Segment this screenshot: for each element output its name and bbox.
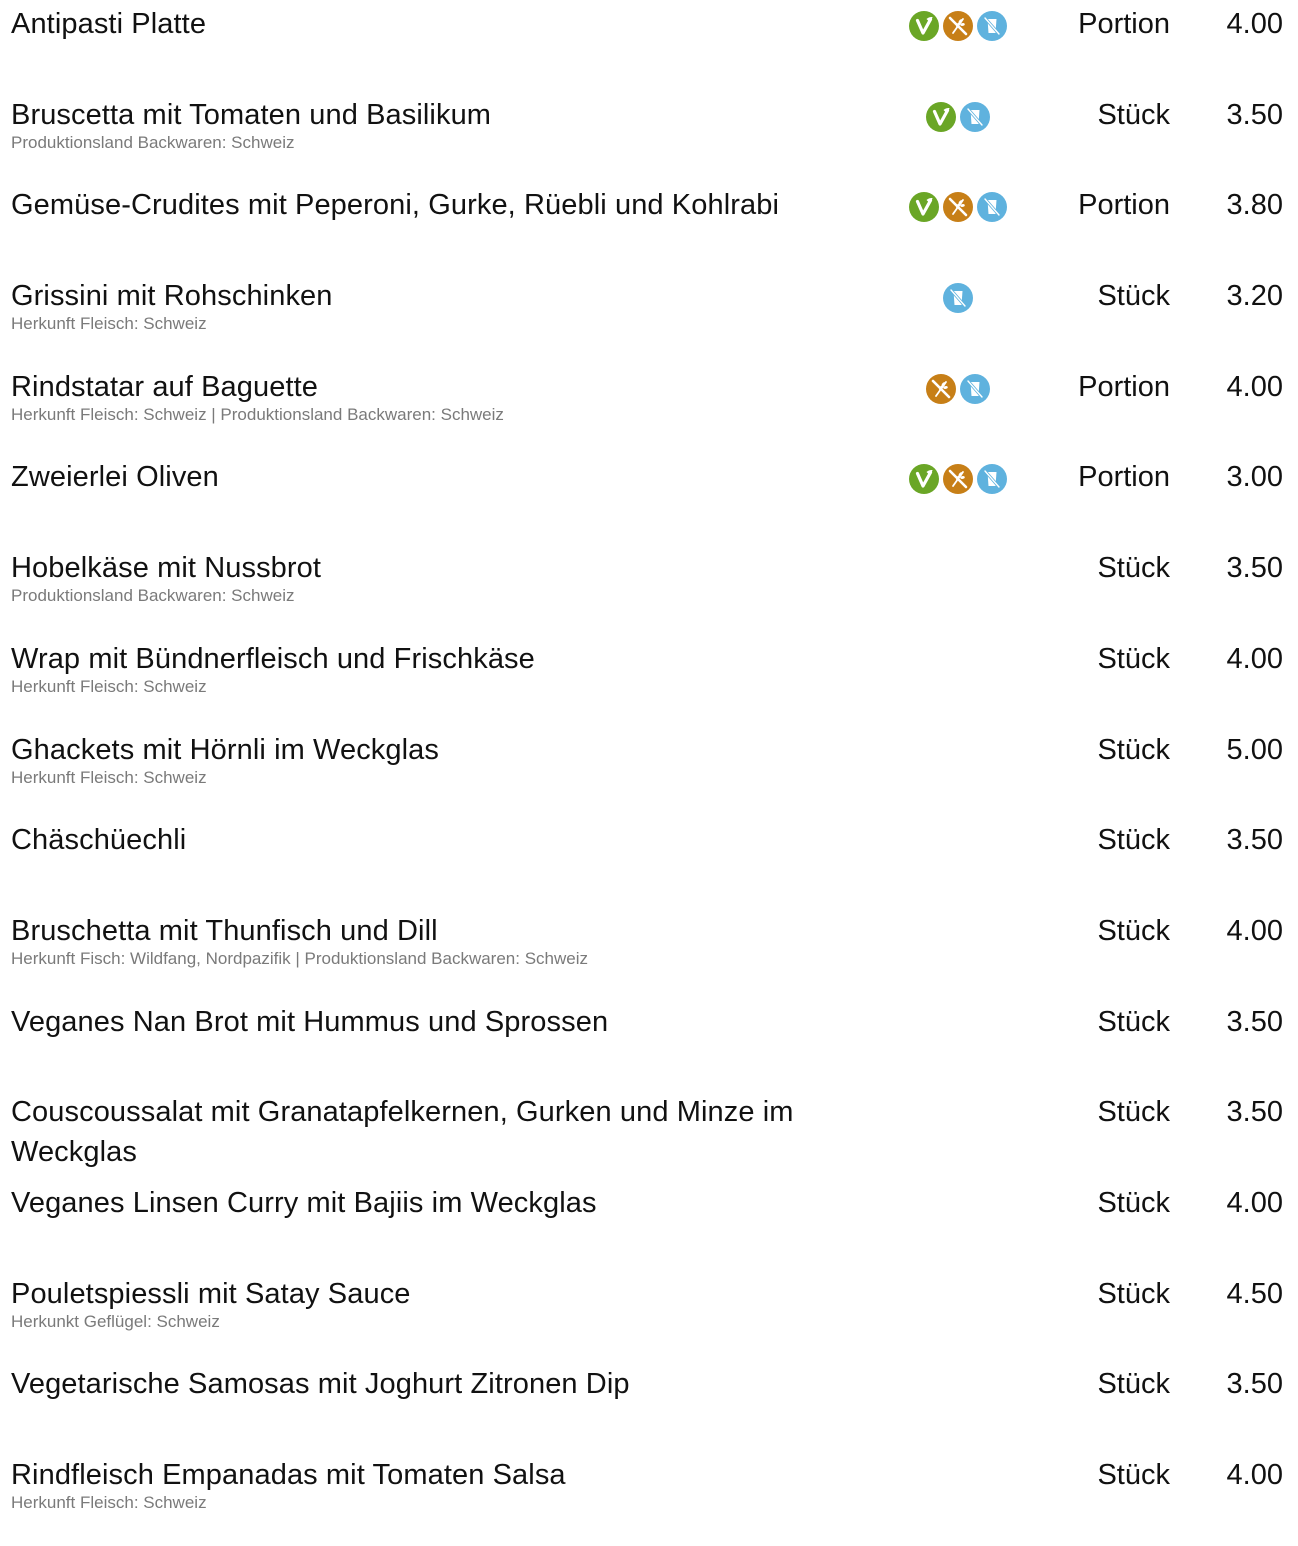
menu-item-name: Bruscetta mit Tomaten und Basilikum (11, 98, 492, 131)
vegetarian-icon (909, 192, 939, 222)
menu-item-row (0, 820, 1298, 911)
dietary-icons (880, 191, 1035, 223)
menu-item-row (0, 367, 1298, 458)
menu-item-unit: Stück (1097, 733, 1170, 766)
menu-item-name: Rindstatar auf Baguette (11, 370, 318, 403)
menu-item-row (0, 548, 1298, 639)
menu-item-origin: Herkunft Fleisch: Schweiz (11, 314, 207, 334)
menu-item-unit: Stück (1097, 824, 1170, 857)
menu-item-row (0, 276, 1298, 367)
menu-item-name: Zweierlei Oliven (11, 461, 219, 494)
menu-item-name: Gemüse-Crudites mit Peperoni, Gurke, Rüebli und Kohlrabi (11, 189, 780, 222)
menu-item-unit: Portion (1078, 189, 1170, 222)
gluten-free-icon (943, 464, 973, 494)
menu-item-name: Pouletspiessli mit Satay Sauce (11, 1277, 411, 1310)
menu-item-origin: Produktionsland Backwaren: Schweiz (11, 586, 295, 606)
menu-item-name: Wrap mit Bündnerfleisch und Frischkäse (11, 642, 535, 675)
menu-item-origin: Herkunft Fleisch: Schweiz (11, 1493, 207, 1512)
dietary-icons (880, 10, 1035, 42)
vegetarian-icon (909, 11, 939, 41)
lactose-free-icon (960, 374, 990, 404)
menu-item-price: 4.00 (1226, 370, 1283, 403)
menu-item-price: 4.50 (1226, 1277, 1283, 1310)
menu-item-row (0, 639, 1298, 730)
menu-item-row (0, 4, 1298, 95)
menu-item-name: Rindfleisch Empanadas mit Tomaten Salsa (11, 1459, 566, 1491)
menu-item-price: 4.00 (1226, 1186, 1283, 1219)
menu-item-name: Bruschetta mit Thunfisch und Dill (11, 914, 438, 947)
menu-item-row (0, 1274, 1298, 1365)
menu-item-unit: Stück (1097, 1186, 1170, 1219)
lactose-free-icon (943, 283, 973, 313)
lactose-free-icon (977, 192, 1007, 222)
menu-item-origin: Herkunft Fleisch: Schweiz (11, 767, 207, 787)
dietary-icons (880, 282, 1035, 314)
menu-item-price: 4.00 (1226, 642, 1283, 675)
menu-item-unit: Stück (1097, 914, 1170, 947)
menu-item-name: Chäschüechli (11, 824, 187, 857)
menu-item-price: 3.50 (1226, 1096, 1283, 1129)
menu-item-name: Grissini mit Rohschinken (11, 280, 333, 313)
menu-item-name: Couscoussalat mit Granatapfelkernen, Gurken und Minze im Weckglas (11, 1096, 794, 1169)
lactose-free-icon (960, 102, 990, 132)
menu-item-name: Veganes Linsen Curry mit Bajiis im Weckglas (11, 1186, 597, 1219)
menu-item-origin: Herkunft Fisch: Wildfang, Nordpazifik | Produktionsland Backwaren: Schweiz (11, 948, 588, 968)
menu-item-row (0, 1002, 1298, 1093)
menu-item-name: Antipasti Platte (11, 8, 207, 40)
gluten-free-icon (943, 11, 973, 41)
menu-item-row (0, 185, 1298, 276)
menu-item-origin: Herkunkt Geflügel: Schweiz (11, 1311, 220, 1331)
menu-item-unit: Stück (1097, 1368, 1170, 1401)
menu-item-unit: Portion (1078, 8, 1170, 40)
menu-item-name: Vegetarische Samosas mit Joghurt Zitronen Dip (11, 1368, 630, 1401)
menu-item-unit: Stück (1097, 1096, 1170, 1129)
menu-item-price: 3.50 (1226, 1368, 1283, 1401)
menu-item-unit: Stück (1097, 642, 1170, 675)
menu-item-price: 4.00 (1226, 914, 1283, 947)
menu-item-unit: Stück (1097, 1005, 1170, 1038)
gluten-free-icon (943, 192, 973, 222)
menu-item-origin: Herkunft Fleisch: Schweiz (11, 676, 207, 696)
menu-item-name: Ghackets mit Hörnli im Weckglas (11, 733, 440, 766)
menu-item-price: 3.80 (1226, 189, 1283, 222)
menu-item-price: 3.50 (1226, 98, 1283, 131)
menu-item-price: 3.50 (1226, 1005, 1283, 1038)
menu-item-origin: Produktionsland Backwaren: Schweiz (11, 132, 295, 152)
menu-item-unit: Stück (1097, 98, 1170, 131)
menu-item-row (0, 1364, 1298, 1455)
vegetarian-icon (909, 464, 939, 494)
menu-item-price: 3.50 (1226, 824, 1283, 857)
menu-item-unit: Portion (1078, 461, 1170, 494)
menu-item-unit: Stück (1097, 1277, 1170, 1310)
menu-item-row (0, 1092, 1298, 1183)
lactose-free-icon (977, 11, 1007, 41)
menu-item-row (0, 1455, 1298, 1546)
menu-item-unit: Stück (1097, 552, 1170, 585)
menu-item-unit: Stück (1097, 280, 1170, 313)
menu-item-row (0, 457, 1298, 548)
menu-item-price: 4.00 (1226, 8, 1283, 40)
menu-item-name: Hobelkäse mit Nussbrot (11, 552, 322, 585)
menu-item-origin: Herkunft Fleisch: Schweiz | Produktionsland Backwaren: Schweiz (11, 404, 504, 424)
menu-item-row (0, 1183, 1298, 1274)
dietary-icons (880, 373, 1035, 405)
menu-item-row (0, 95, 1298, 186)
gluten-free-icon (926, 374, 956, 404)
dietary-icons (880, 463, 1035, 495)
menu-item-price: 5.00 (1226, 733, 1283, 766)
menu-item-row (0, 911, 1298, 1002)
menu-item-name: Veganes Nan Brot mit Hummus und Sprossen (11, 1005, 609, 1038)
menu-item-price: 3.50 (1226, 552, 1283, 585)
vegetarian-icon (926, 102, 956, 132)
menu-item-price: 3.00 (1226, 461, 1283, 494)
lactose-free-icon (977, 464, 1007, 494)
dietary-icons (880, 101, 1035, 133)
menu-item-unit: Portion (1078, 370, 1170, 403)
menu-item-unit: Stück (1097, 1459, 1170, 1491)
menu-item-row (0, 730, 1298, 821)
menu-item-price: 4.00 (1226, 1459, 1283, 1491)
menu-item-price: 3.20 (1226, 280, 1283, 313)
